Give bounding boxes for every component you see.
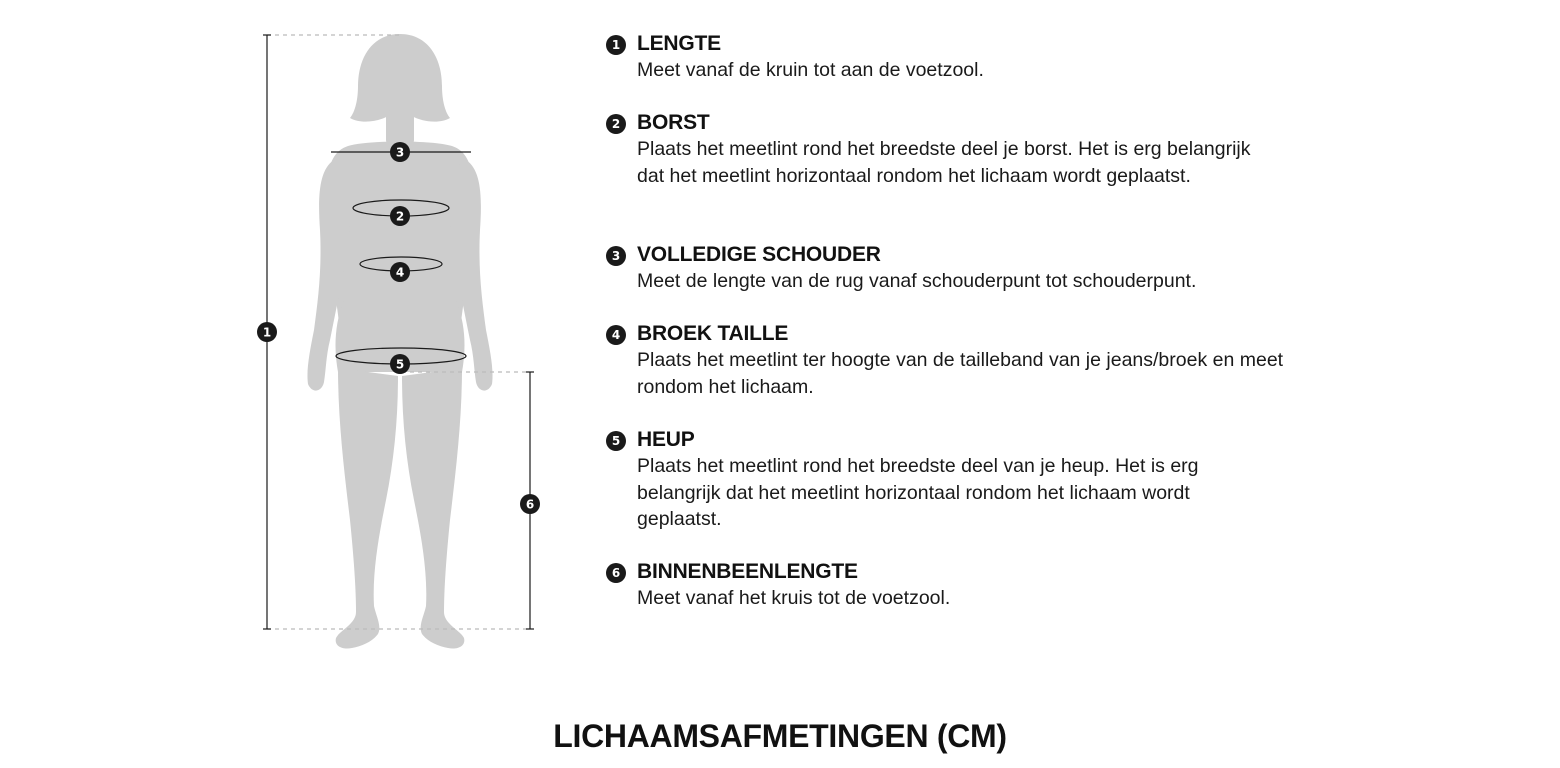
number-badge: 4 [606,325,626,345]
measurement-item-heup [606,427,1277,533]
badge-binnenbeen [520,494,540,514]
number-badge: 5 [606,431,626,451]
badge-taille [390,262,410,282]
measurement-title: HEUP [637,428,695,451]
number-badge: 1 [606,35,626,55]
badge-borst [390,206,410,226]
measurement-item-schouder [606,242,1317,295]
measurement-title: LENGTE [637,32,721,55]
number-badge: 2 [606,114,626,134]
measurement-description: Meet vanaf het kruis tot de voetzool. [637,587,951,609]
badge-heup [390,354,410,374]
measurement-title: BINNENBEENLENGTE [637,560,858,583]
measurement-title: VOLLEDIGE SCHOUDER [637,243,881,266]
svg-text:6: 6 [525,497,535,512]
measurement-item-binnenbeen [606,559,950,612]
number-badge: 3 [606,246,626,266]
measurement-item-taille [606,321,1307,400]
measurement-title: BROEK TAILLE [637,322,789,345]
svg-text:3: 3 [395,145,405,160]
measurement-item-lengte [606,31,984,84]
measurement-item-borst [606,110,1277,189]
svg-text:1: 1 [262,325,272,340]
badge-lengte [257,322,277,342]
measurement-description: Plaats het meetlint rond het breedste deel je borst. Het is erg belangrijk dat het meetlint horizontaal rondom het lichaam wordt geplaatst. [637,138,1251,187]
svg-text:2: 2 [395,209,405,224]
female-body-silhouette-icon [307,34,492,649]
badge-schouder [390,142,410,162]
measurement-description: Meet vanaf de kruin tot aan de voetzool. [637,59,984,81]
svg-text:4: 4 [395,265,405,280]
measurement-description: Plaats het meetlint ter hoogte van de tailleband van je jeans/broek en meet rondom het lichaam. [637,349,1284,398]
number-badge: 6 [606,563,626,583]
measurement-description: Plaats het meetlint rond het breedste deel van je heup. Het is erg belangrijk dat het meetlint horizontaal rondom het lichaam wordt geplaatst. [637,455,1199,530]
measurement-title: BORST [637,111,710,134]
page-title: LICHAAMSAFMETINGEN (CM) [553,718,1007,754]
svg-text:5: 5 [395,357,405,372]
measurement-description: Meet de lengte van de rug vanaf schouderpunt tot schouderpunt. [637,270,1197,292]
